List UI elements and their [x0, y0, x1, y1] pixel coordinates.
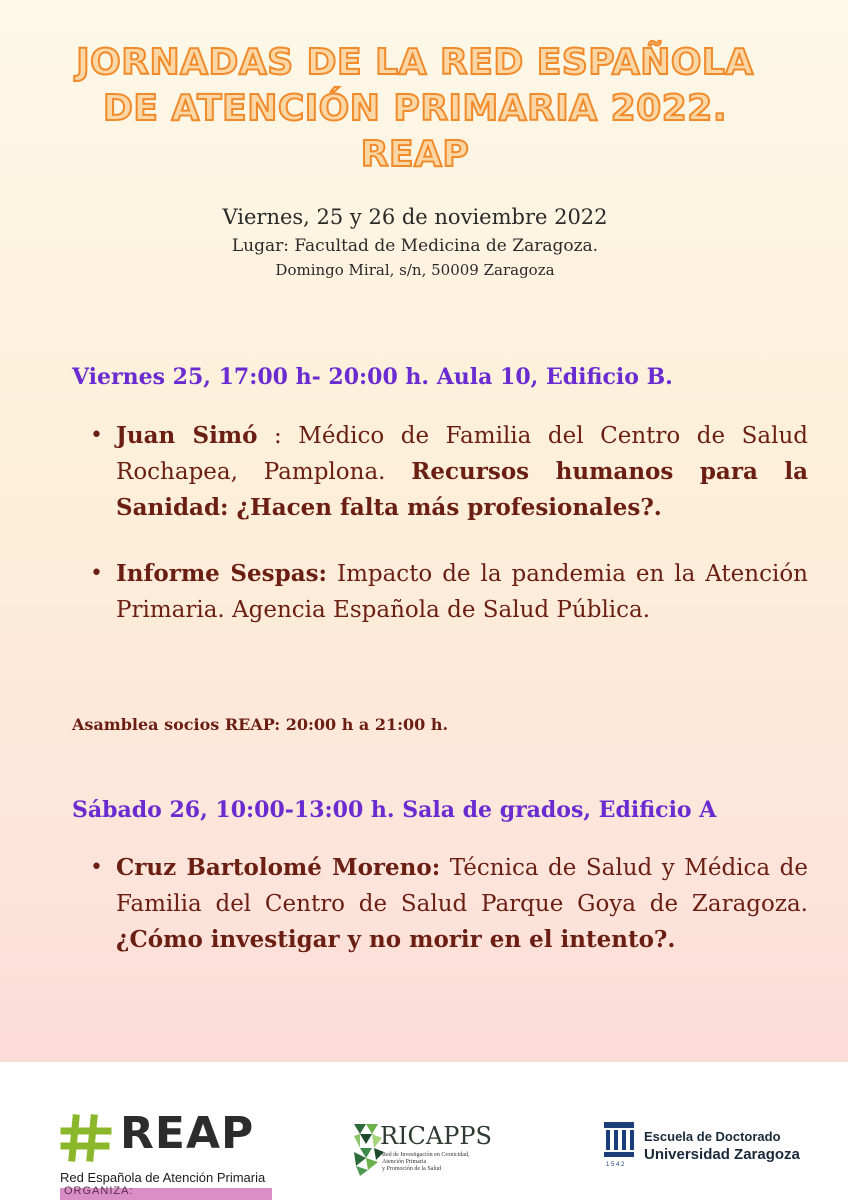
assembly-note: Asamblea socios REAP: 20:00 h a 21:00 h.	[72, 715, 449, 734]
friday-list-2	[90, 556, 808, 628]
speaker-name: Informe Sespas:	[116, 560, 328, 587]
speaker-description: Técnica de Salud y Médica de Familia del Centro de Salud Parque Goya de Zaragoza.	[116, 855, 808, 917]
talk-title: ¿Cómo investigar y no morir en el intento?.	[116, 926, 676, 953]
title-line-3: REAP	[360, 134, 470, 175]
ricapps-name: RICAPPS	[380, 1122, 492, 1150]
reap-logo-name: REAP	[120, 1108, 255, 1159]
event-address: Domingo Miral, s/n, 50009 Zaragoza	[275, 261, 555, 279]
event-title	[0, 40, 830, 178]
reap-logo-subtitle: Red Española de Atención Primaria	[60, 1170, 266, 1185]
ricapps-sub-line-3: y Promoción de la Salud	[382, 1166, 441, 1172]
unizar-year: 1 5 4 2	[606, 1162, 625, 1168]
title-line-2: DE ATENCIÓN PRIMARIA 2022.	[103, 88, 727, 129]
friday-list-1	[90, 418, 808, 526]
title-line-1: JORNADAS DE LA RED ESPAÑOLA	[76, 42, 754, 83]
speaker-name: Cruz Bartolomé Moreno:	[116, 854, 441, 881]
friday-heading: Viernes 25, 17:00 h- 20:00 h. Aula 10, Edificio B.	[72, 364, 673, 390]
reap-logo	[60, 1108, 275, 1200]
unizar-logo	[600, 1118, 820, 1178]
saturday-list	[90, 850, 808, 958]
agenda-item-cruz-bartolome	[90, 850, 808, 958]
university-building-icon	[602, 1120, 636, 1164]
speaker-description: Médico de Familia del Centro de Salud Rochapea, Pamplona.	[116, 423, 808, 485]
speaker-name: Juan Simó	[116, 422, 258, 449]
ricapps-sub-line-1: Red de Investigación en Cronicidad,	[382, 1152, 470, 1158]
unizar-name	[644, 1128, 800, 1164]
agenda-item-juan-simo	[90, 418, 808, 526]
talk-title: Recursos humanos para la Sanidad: ¿Hacen falta más profesionales?.	[116, 458, 808, 521]
hashtag-icon	[60, 1114, 112, 1162]
speaker-description: Impacto de la pandemia en la Atención Primaria. Agencia Española de Salud Pública.	[116, 561, 808, 623]
organiza-band	[60, 1185, 272, 1200]
agenda-item-informe-sespas	[90, 556, 808, 628]
separator: :	[257, 423, 299, 449]
unizar-line-2: Universidad Zaragoza	[644, 1146, 800, 1163]
organiza-label: ORGANIZA:	[64, 1185, 134, 1197]
event-place: Lugar: Facultad de Medicina de Zaragoza.	[231, 236, 599, 256]
event-dates: Viernes, 25 y 26 de noviembre 2022	[222, 205, 608, 229]
ricapps-logo	[352, 1120, 512, 1180]
footer-logos	[0, 1062, 848, 1200]
unizar-line-1: Escuela de Doctorado	[644, 1129, 781, 1144]
ricapps-subtitle	[382, 1152, 469, 1173]
ricapps-sub-line-2: Atención Primaria	[382, 1159, 427, 1165]
saturday-heading: Sábado 26, 10:00-13:00 h. Sala de grados, Edificio A	[72, 797, 717, 823]
